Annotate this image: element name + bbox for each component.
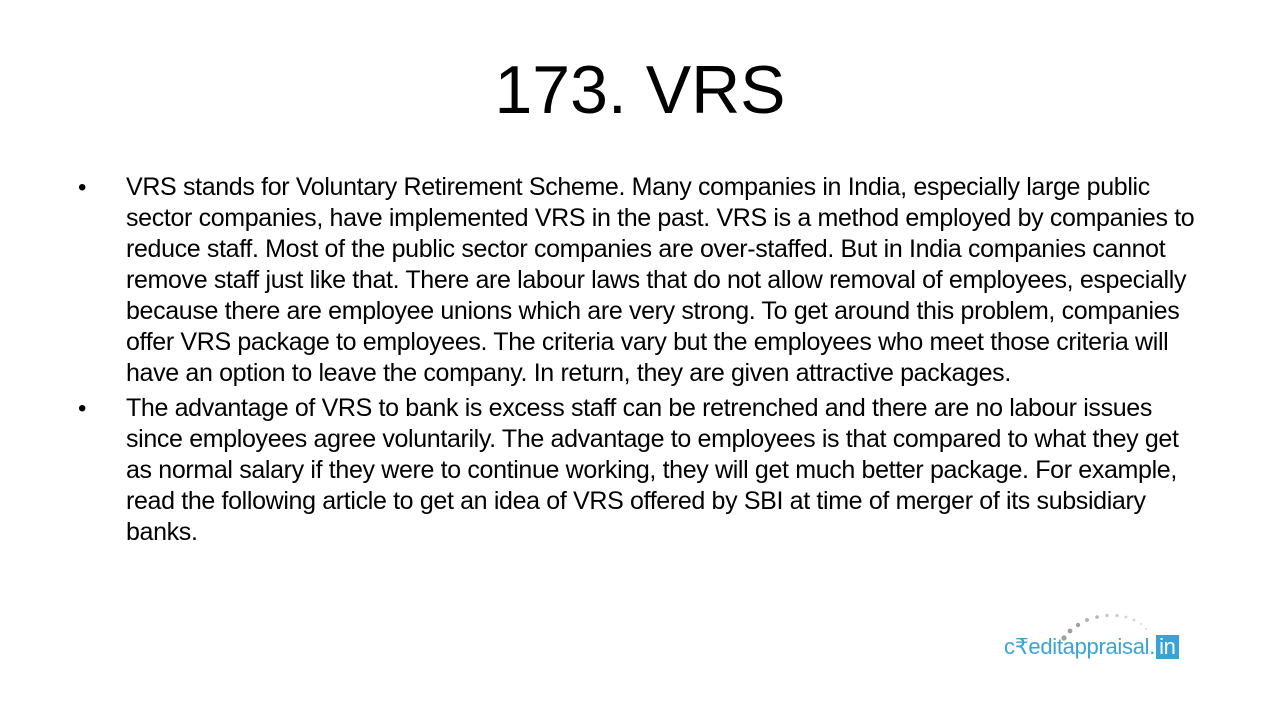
bullet-item <box>78 393 1208 548</box>
slide-title: 173. VRS <box>494 52 786 128</box>
creditappraisal-logo <box>1004 612 1200 664</box>
bullet-text: VRS stands for Voluntary Retirement Scheme. Many companies in India, especially large public sector companies, have implemented VRS in the past. VRS is a method employed by companies to reduce staff. Most of the public sector companies are over-staffed. But in India companies cannot remove staff just like that. There are labour laws that do not allow removal of employees, especially because there are employee unions which are very strong. To get around this problem, companies offer VRS package to employees. The criteria vary but the employees who meet those criteria will have an option to leave the company. In return, they are given attractive packages. <box>126 173 1195 387</box>
bullet-text: The advantage of VRS to bank is excess staff can be retrenched and there are no labour issues since employees agree voluntarily. The advantage to employees is that compared to what they get as normal salary if they were to continue working, they will get much better package. For example, read the following article to get an idea of VRS offered by SBI at time of merger of its subsidiary banks. <box>126 394 1179 546</box>
logo-text-box: in <box>1156 635 1179 659</box>
bullet-marker: • <box>78 395 87 422</box>
logo-text-main: c₹editappraisal. <box>1004 634 1156 659</box>
bullet-marker: • <box>78 174 87 201</box>
bullet-item <box>78 172 1208 389</box>
logo-wordmark <box>1004 634 1179 660</box>
bullet-list <box>78 172 1208 552</box>
